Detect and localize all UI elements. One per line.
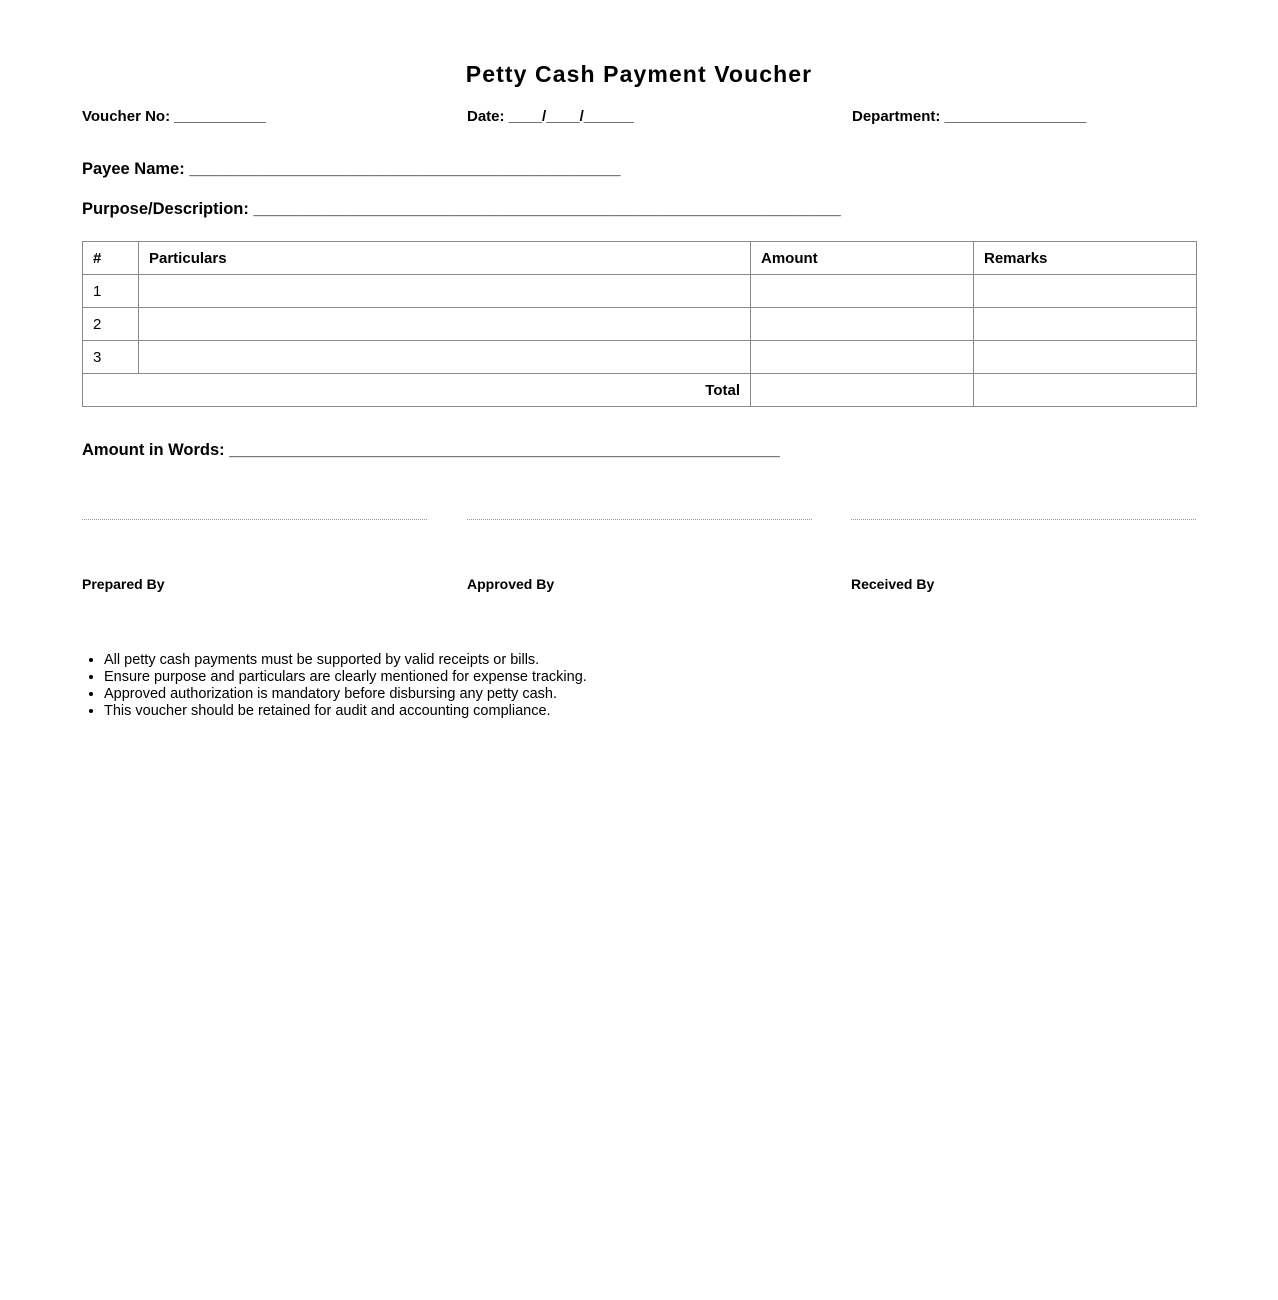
column-header-remarks: Remarks <box>974 242 1197 275</box>
particulars-cell <box>139 275 751 308</box>
purpose-description-field: Purpose/Description: ________________________________________________________________ <box>82 200 841 218</box>
amount-in-words-field: Amount in Words: ____________________________________________________________ <box>82 441 780 459</box>
approved-by-label: Approved By <box>467 576 555 592</box>
date-field: Date: ____/____/______ <box>467 108 634 125</box>
particulars-table <box>82 241 1197 407</box>
prepared-by-signature-line <box>82 519 427 520</box>
notes-list <box>82 652 587 720</box>
total-row <box>83 374 1197 407</box>
list-item: • Ensure purpose and particulars are clearly mentioned for expense tracking. <box>104 669 587 686</box>
prepared-by-label: Prepared By <box>82 576 165 592</box>
table-row <box>83 308 1197 341</box>
list-item: • Approved authorization is mandatory before disbursing any petty cash. <box>104 686 587 703</box>
table-row <box>83 341 1197 374</box>
column-header-particulars: Particulars <box>139 242 751 275</box>
voucher-no-field: Voucher No: ___________ <box>82 108 266 125</box>
remarks-cell <box>974 275 1197 308</box>
total-remarks-cell <box>974 374 1197 407</box>
particulars-cell <box>139 308 751 341</box>
payee-name-field: Payee Name: _______________________________________________ <box>82 160 621 178</box>
column-header-number: # <box>83 242 139 275</box>
total-label: Total <box>83 374 751 407</box>
row-number-cell: 1 <box>83 275 139 308</box>
remarks-cell <box>974 341 1197 374</box>
table-header-row <box>83 242 1197 275</box>
voucher-meta-row <box>82 107 1196 127</box>
amount-cell <box>751 308 974 341</box>
page-title: Petty Cash Payment Voucher <box>465 61 813 87</box>
department-field: Department: _________________ <box>852 108 1087 125</box>
particulars-cell <box>139 341 751 374</box>
approved-by-signature-line <box>467 519 812 520</box>
amount-cell <box>751 341 974 374</box>
list-item: • This voucher should be retained for audit and accounting compliance. <box>104 703 587 720</box>
column-header-amount: Amount <box>751 242 974 275</box>
received-by-signature-line <box>851 519 1196 520</box>
remarks-cell <box>974 308 1197 341</box>
amount-cell <box>751 275 974 308</box>
row-number-cell: 2 <box>83 308 139 341</box>
table-row <box>83 275 1197 308</box>
received-by-label: Received By <box>851 576 935 592</box>
list-item: • All petty cash payments must be supported by valid receipts or bills. <box>104 652 587 669</box>
row-number-cell: 3 <box>83 341 139 374</box>
total-amount-cell <box>751 374 974 407</box>
